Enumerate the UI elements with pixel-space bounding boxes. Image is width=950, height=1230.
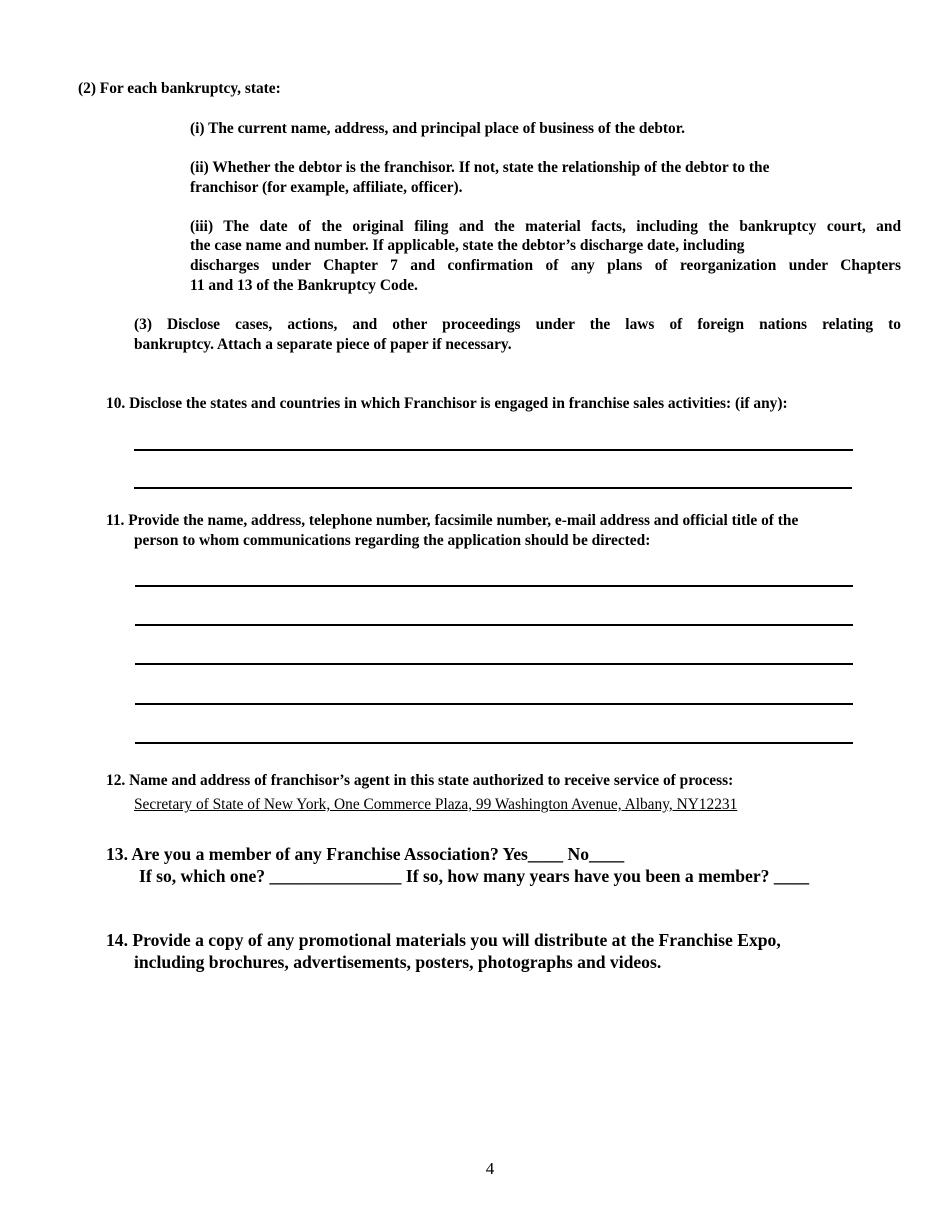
item-ii-line1: (ii) Whether the debtor is the franchisor. If not, state the relationship of the debtor to the	[190, 159, 770, 176]
item-ii-line2: franchisor (for example, affiliate, officer).	[190, 179, 463, 196]
question-13-line2: If so, which one? _______________ If so, how many years have you been a member? ____	[139, 866, 810, 886]
agent-address: Secretary of State of New York, One Commerce Plaza, 99 Washington Avenue, Albany, NY12231	[134, 796, 738, 813]
item-iii-line4: 11 and 13 of the Bankruptcy Code.	[190, 277, 418, 294]
item-i: (i) The current name, address, and principal place of business of the debtor.	[190, 120, 685, 137]
answer-line-11-1[interactable]	[135, 585, 853, 587]
question-14-line1: 14. Provide a copy of any promotional materials you will distribute at the Franchise Expo,	[106, 930, 781, 950]
answer-line-10-1[interactable]	[134, 449, 853, 451]
foreign-proceedings-line1: (3) Disclose cases, actions, and other proceedings under the laws of foreign nations relating to	[134, 316, 901, 333]
question-14-line2: including brochures, advertisements, posters, photographs and videos.	[134, 952, 662, 972]
answer-line-11-2[interactable]	[135, 624, 853, 626]
item-iii-line3: discharges under Chapter 7 and confirmation of any plans of reorganization under Chapters	[190, 257, 901, 274]
question-11-line2: person to whom communications regarding the application should be directed:	[134, 532, 651, 549]
question-10: 10. Disclose the states and countries in which Franchisor is engaged in franchise sales activities: (if any):	[106, 395, 788, 412]
question-11-line1: 11. Provide the name, address, telephone number, facsimile number, e-mail address and official title of the	[106, 512, 799, 529]
answer-line-11-5[interactable]	[135, 742, 853, 744]
question-12: 12. Name and address of franchisor’s agent in this state authorized to receive service of process:	[106, 772, 734, 789]
answer-line-11-3[interactable]	[135, 663, 853, 665]
answer-line-11-4[interactable]	[135, 703, 853, 705]
foreign-proceedings-line2: bankruptcy. Attach a separate piece of paper if necessary.	[134, 336, 512, 353]
item-iii-line2: the case name and number. If applicable, state the debtor’s discharge date, including	[190, 237, 745, 254]
page-number: 4	[485, 1159, 495, 1178]
question-13-line1: 13. Are you a member of any Franchise Association? Yes____ No____	[106, 844, 625, 864]
item-iii-line1: (iii) The date of the original filing and the material facts, including the bankruptcy court, and	[190, 218, 901, 235]
bankruptcy-heading: (2) For each bankruptcy, state:	[78, 80, 281, 97]
answer-line-10-2[interactable]	[134, 487, 852, 489]
